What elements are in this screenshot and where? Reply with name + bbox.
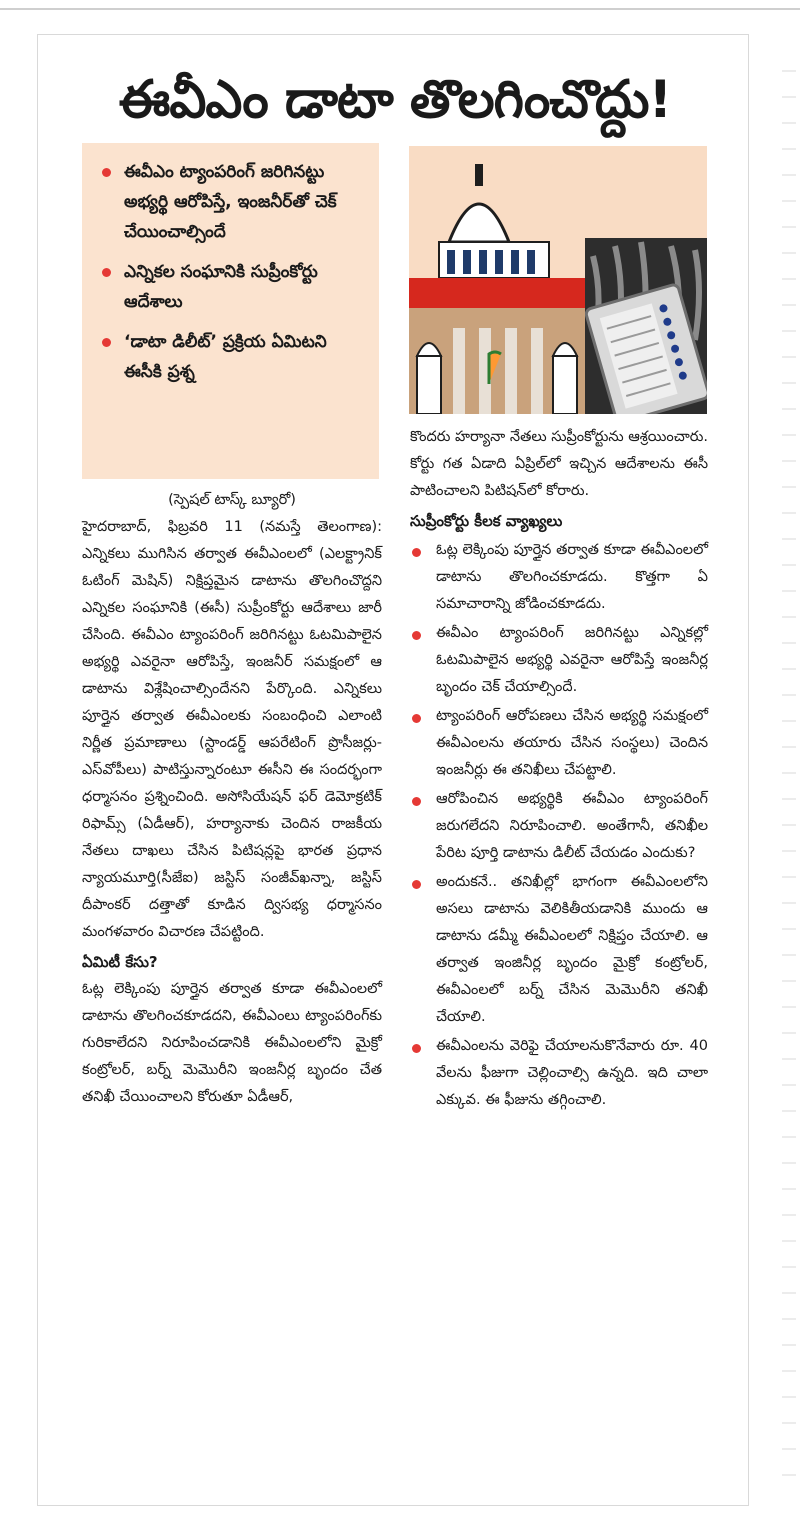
remark-text: ఈవీఎంలను వెరిఫై చేయాలనుకొనేవారు రూ. 40 వేలను ఫీజుగా చెల్లించాల్సి ఉన్నది. ఇది చాలా ఎక్కువ. ఈ ఫీజును తగ్గించాలి. <box>436 1038 708 1108</box>
bullet-icon <box>412 880 421 889</box>
remark-item <box>410 703 708 784</box>
headline: ఈవీఎం డాటా తొలగించొద్దు! <box>118 70 672 130</box>
bullet-icon <box>412 548 421 557</box>
supreme-court-illustration <box>409 146 707 414</box>
remark-item <box>410 869 708 1031</box>
bullet-icon <box>102 268 111 277</box>
bullet-icon <box>412 714 421 723</box>
highlight-item <box>102 257 369 317</box>
remark-text: ఆరోపించిన అభ్యర్థికి ఈవీఎం ట్యాంపరింగ్ జరుగలేదని నిరూపించాలి. అంతేగానీ, తనిఖీల పేరిట పూర్తి డాటాను డిలీట్ చేయడం ఎందుకు? <box>436 791 708 861</box>
case-paragraph: ఓట్ల లెక్కింపు పూర్తైన తర్వాత కూడా ఈవీఎంలలో డాటాను తొలగించకూడదని, ఈవీఎంలు ట్యాంపరింగ్‌కు గురికాలేదని నిరూపించడానికి ఈవీఎంలలోని మైక్రో కంట్రోలర్, బర్న్ మెమొరీని ఇంజనీర్ల బృందం చేత తనిఖీ చేయించాలని కోరుతూ ఏడీఆర్, <box>82 981 382 1105</box>
highlights-box <box>82 143 379 479</box>
right-column <box>410 424 708 1114</box>
remark-item <box>410 537 708 618</box>
highlight-text: ‘డాటా డిలీట్’ ప్రక్రియ ఏమిటని ఈసీకి ప్రశ్న <box>124 332 327 382</box>
bullet-icon <box>412 631 421 640</box>
adjacent-column-edge <box>782 60 796 1480</box>
case-heading: ఏమిటీ కేసు? <box>82 953 158 971</box>
remark-text: ట్యాంపరింగ్ ఆరోపణలు చేసిన అభ్యర్థి సమక్షంలో ఈవీఎంలను తయారు చేసిన సంస్థలు) చెందిన ఇంజనీర్లు ఈ తనిఖీలు చేపట్టాలి. <box>436 708 708 778</box>
highlight-item <box>102 327 369 387</box>
left-column <box>82 486 382 1111</box>
red-band <box>409 278 585 308</box>
bullet-icon <box>102 338 111 347</box>
bullet-icon <box>412 797 421 806</box>
remark-item <box>410 786 708 867</box>
remark-text: అందుకనే.. తనిఖీల్లో భాగంగా ఈవీఎంలలోని అసలు డాటాను వెలికితీయడానికి ముందు ఆ డాటాను డమ్మీ ఈవీఎంలలో నిక్షిప్తం చేయాలి. ఆ తర్వాత ఇంజినీర్ల బృందం మైక్రో కంట్రోలర్, ఈవీఎంలలో బర్న్ చేసిన మెమొరీని తనిఖీ చేయాలి. <box>436 874 708 1025</box>
highlight-text: ఈవీఎం ట్యాంపరింగ్ జరిగినట్టు అభ్యర్థి ఆరోపిస్తే, ఇంజనీర్‌తో చెక్ చేయించాల్సిందే <box>124 162 337 242</box>
remark-text: ఈవీఎం ట్యాంపరింగ్ జరిగినట్టు ఎన్నికల్లో ఓటమిపాలైన అభ్యర్థి ఎవరైనా ఆరోపిస్తే ఇంజనీర్ల బృందం చెక్ చేయాల్సిందే. <box>436 625 708 695</box>
remarks-heading: సుప్రీంకోర్టు కీలక వ్యాఖ్యలు <box>410 512 563 530</box>
remark-text: ఓట్ల లెక్కింపు పూర్తైన తర్వాత కూడా ఈవీఎంలలో డాటాను తొలగించకూడదు. కొత్తగా ఏ సమాచారాన్ని జోడించకూడదు. <box>436 542 708 612</box>
remark-item <box>410 620 708 701</box>
highlight-item <box>102 157 369 247</box>
remark-item <box>410 1033 708 1114</box>
lead-paragraph: హైదరాబాద్, ఫిబ్రవరి 11 (నమస్తే తెలంగాణ): ఎన్నికలు ముగిసిన తర్వాత ఈవీఎంలలో (ఎలక్ట్రానిక్ ఓటింగ్ మెషిన్) నిక్షిప్తమైన డాటాను తొలగించొద్దని ఎన్నికల సంఘానికి (ఈసీ) సుప్రీంకోర్టు ఆదేశాలు జారీ చేసింది. ఈవీఎం ట్యాంపరింగ్ జరిగినట్టు ఓటమిపాలైన అభ్యర్థి ఎవరైనా ఆరోపిస్తే, ఇంజనీర్ సమక్షంలో ఆ డాటాను విశ్లేషించాల్సిందేనని పేర్కొంది. ఎన్నికలు పూర్తైన తర్వాత ఈవీఎంలకు సంబంధించి ఎలాంటి నిర్ణీత ప్రమాణాలు (స్టాండర్డ్ ఆపరేటింగ్ ప్రొసీజర్లు-ఎస్‌వోపీలు) పాటిస్తున్నారంటూ ఈసీని ఈ సందర్భంగా ధర్మాసనం ప్రశ్నించింది. అసోసియేషన్ ఫర్ డెమోక్రటిక్ రిఫామ్స్ (ఏడీఆర్), హర్యానాకు చెందిన రాజకీయ నేతలు దాఖలు చేసిన పిటిషన్లపై భారత ప్రధాన న్యాయమూర్తి(సీజేఐ) జస్టిస్ సంజీవ్‌ఖన్నా, జస్టిస్ దీపాంకర్ దత్తాతో కూడిన ద్విసభ్య ధర్మాసనం మంగళవారం విచారణ చేపట్టింది. <box>82 519 382 940</box>
bullet-icon <box>102 168 111 177</box>
bullet-icon <box>412 1044 421 1053</box>
continued-paragraph: కొందరు హర్యానా నేతలు సుప్రీంకోర్టును ఆశ్రయించారు. కోర్టు గత ఏడాది ఏప్రిల్‌లో ఇచ్చిన ఆదేశాలను ఈసీ పాటించాలని పిటిషన్‌లో కోరారు. <box>410 429 708 499</box>
highlight-text: ఎన్నికల సంఘానికి సుప్రీంకోర్టు ఆదేశాలు <box>124 262 318 312</box>
top-rule <box>0 8 800 10</box>
byline: (స్పెషల్ టాస్క్ బ్యూరో) <box>168 492 296 508</box>
